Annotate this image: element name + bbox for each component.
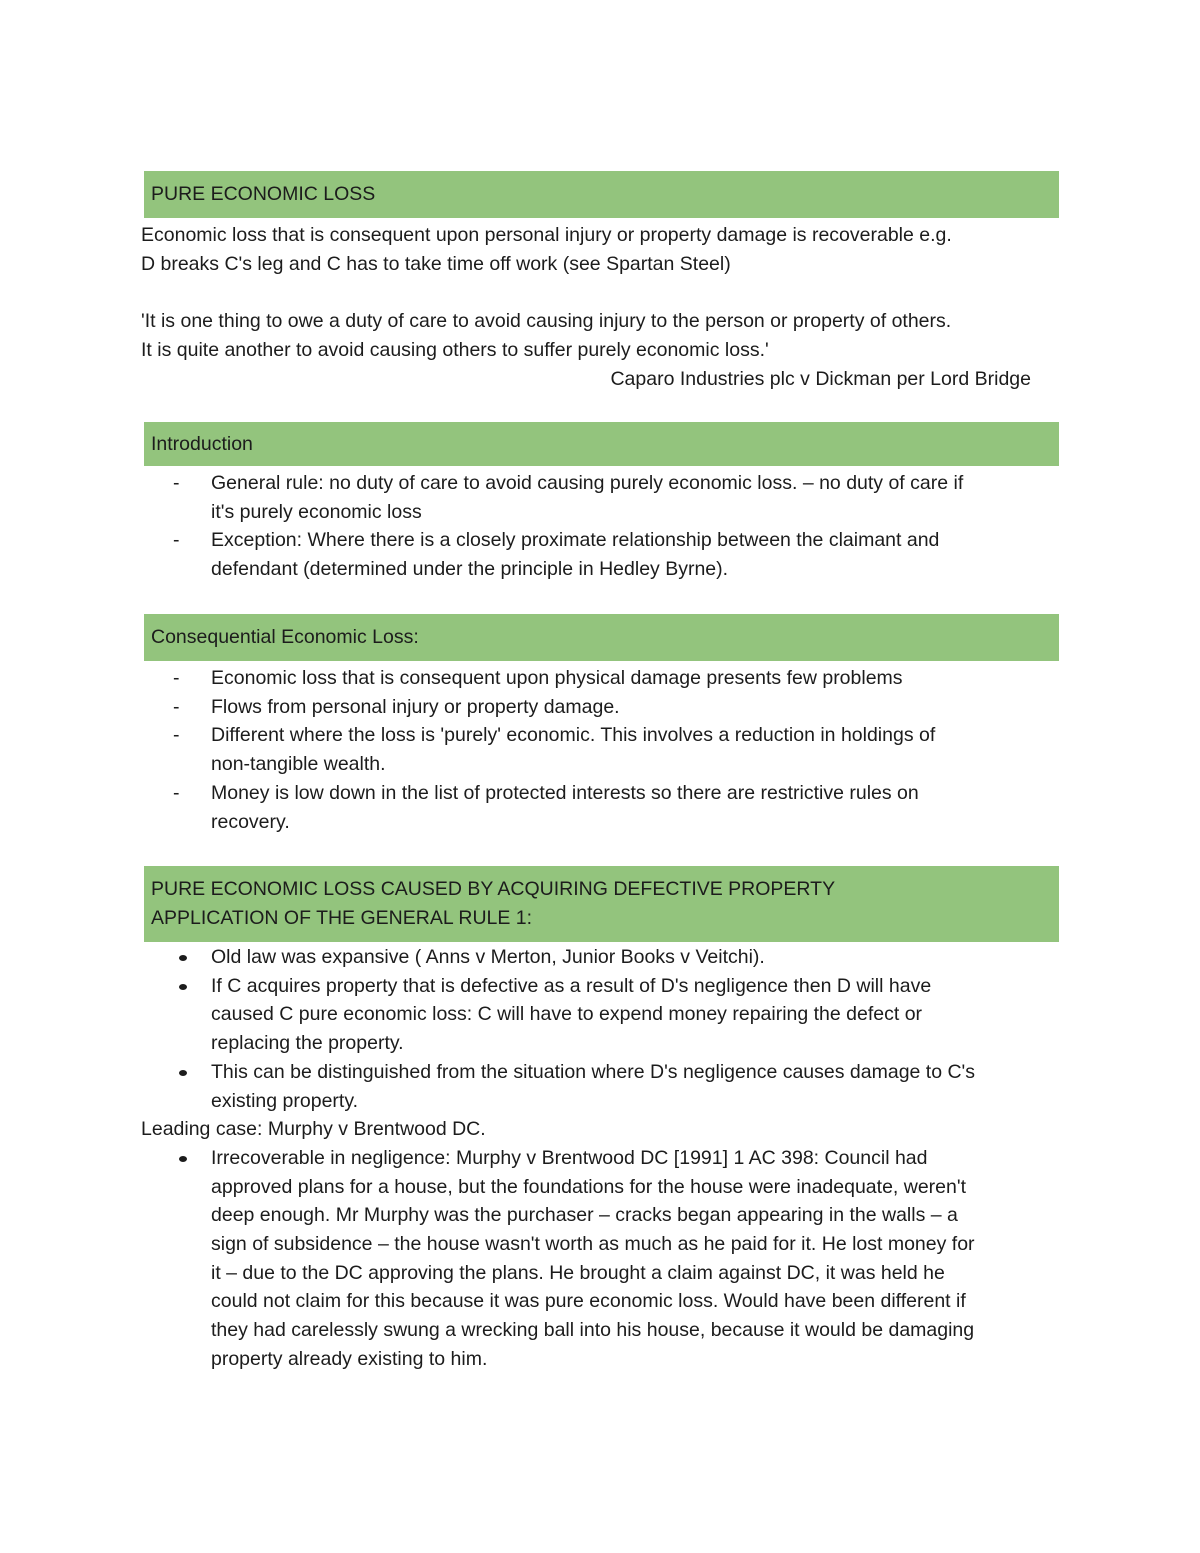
list-item xyxy=(141,1144,1061,1374)
consequential-list-block xyxy=(141,664,1061,836)
section-heading-consequential xyxy=(144,614,1059,661)
quote-line: 'It is one thing to owe a duty of care to avoid causing injury to the person or property of others. xyxy=(141,310,952,333)
list-item-line: property already existing to him. xyxy=(211,1347,488,1370)
paragraph-line: D breaks C's leg and C has to take time off work (see Spartan Steel) xyxy=(141,252,731,275)
quote-attribution: Caparo Industries plc v Dickman per Lord Bridge xyxy=(610,367,1031,390)
list-item-line: they had carelessly swung a wrecking ball into his house, because it would be damaging xyxy=(211,1319,975,1342)
list-item-line: recovery. xyxy=(211,810,290,833)
list-item-line: could not claim for this because it was pure economic loss. Would have been different if xyxy=(211,1290,966,1313)
list-item-line: approved plans for a house, but the foundations for the house were inadequate, weren't xyxy=(211,1175,966,1198)
dash-marker: - xyxy=(173,472,180,494)
list-item-line: Money is low down in the list of protected interests so there are restrictive rules on xyxy=(211,781,919,804)
list-item-line: deep enough. Mr Murphy was the purchaser – cracks began appearing in the walls – a xyxy=(211,1204,958,1227)
list-item xyxy=(141,972,1061,1058)
list-item-line: Economic loss that is consequent upon physical damage presents few problems xyxy=(211,667,903,689)
list-item xyxy=(141,721,1061,778)
list-item-line: If C acquires property that is defective as a result of D's negligence then D will have xyxy=(211,974,932,997)
list-item xyxy=(141,664,1061,693)
dash-marker: - xyxy=(173,667,180,689)
dash-marker: - xyxy=(173,781,180,804)
dash-marker: - xyxy=(173,695,180,718)
dash-marker: - xyxy=(173,724,180,747)
bullet-icon xyxy=(179,955,187,961)
list-item xyxy=(141,469,1061,526)
defective-property-list xyxy=(141,943,1061,1115)
heading-text: Consequential Economic Loss: xyxy=(151,626,419,649)
list-item-line: non-tangible wealth. xyxy=(211,753,386,776)
heading-text: PURE ECONOMIC LOSS CAUSED BY ACQUIRING DEFECTIVE PROPERTY xyxy=(151,878,836,901)
section-heading-introduction xyxy=(144,422,1059,466)
list-item-line: Old law was expansive ( Anns v Merton, Junior Books v Veitchi). xyxy=(211,946,765,968)
defective-property-block xyxy=(141,943,1061,1374)
leading-case-list xyxy=(141,1144,1061,1374)
list-item-line: defendant (determined under the principle in Hedley Byrne). xyxy=(211,558,729,581)
list-item-line: it's purely economic loss xyxy=(211,500,422,523)
list-item-line: Flows from personal injury or property damage. xyxy=(211,695,620,718)
heading-text: PURE ECONOMIC LOSS xyxy=(151,183,376,206)
list-item-line: caused C pure economic loss: C will have to expend money repairing the defect or xyxy=(211,1003,923,1026)
bullet-icon xyxy=(179,984,187,990)
quote-line: It is quite another to avoid causing others to suffer purely economic loss.' xyxy=(141,338,769,361)
list-item xyxy=(141,693,1061,722)
list-item-line: sign of subsidence – the house wasn't worth as much as he paid for it. He lost money for xyxy=(211,1233,975,1256)
dash-marker: - xyxy=(173,529,180,552)
list-item-line: Irrecoverable in negligence: Murphy v Brentwood DC [1991] 1 AC 398: Council had xyxy=(211,1146,928,1169)
list-item-line: replacing the property. xyxy=(211,1032,404,1055)
list-item-line: General rule: no duty of care to avoid causing purely economic loss. – no duty of care if xyxy=(211,472,964,494)
list-item-line: Different where the loss is 'purely' economic. This involves a reduction in holdings of xyxy=(211,724,936,747)
bullet-icon xyxy=(179,1156,187,1162)
section-heading-pure-economic-loss xyxy=(144,171,1059,218)
heading-text: APPLICATION OF THE GENERAL RULE 1: xyxy=(151,907,533,929)
list-item-line: existing property. xyxy=(211,1089,359,1112)
list-item-line: This can be distinguished from the situation where D's negligence causes damage to C's xyxy=(211,1060,976,1083)
introduction-list xyxy=(141,469,1061,584)
intro-paragraph-block xyxy=(141,221,1061,393)
heading-text: Introduction xyxy=(151,432,253,455)
list-item-line: Exception: Where there is a closely proximate relationship between the claimant and xyxy=(211,529,940,552)
list-item-line: it – due to the DC approving the plans. He brought a claim against DC, it was held he xyxy=(211,1261,945,1284)
list-item xyxy=(141,943,1061,972)
consequential-list xyxy=(141,664,1061,836)
list-item xyxy=(141,779,1061,836)
list-item xyxy=(141,1058,1061,1115)
paragraph-line: Economic loss that is consequent upon personal injury or property damage is recoverable e.g. xyxy=(141,224,952,246)
list-item xyxy=(141,526,1061,583)
bullet-icon xyxy=(179,1070,187,1076)
leading-case-label: Leading case: Murphy v Brentwood DC. xyxy=(141,1118,486,1141)
introduction-list-block xyxy=(141,469,1061,584)
section-heading-defective-property xyxy=(144,866,1059,942)
